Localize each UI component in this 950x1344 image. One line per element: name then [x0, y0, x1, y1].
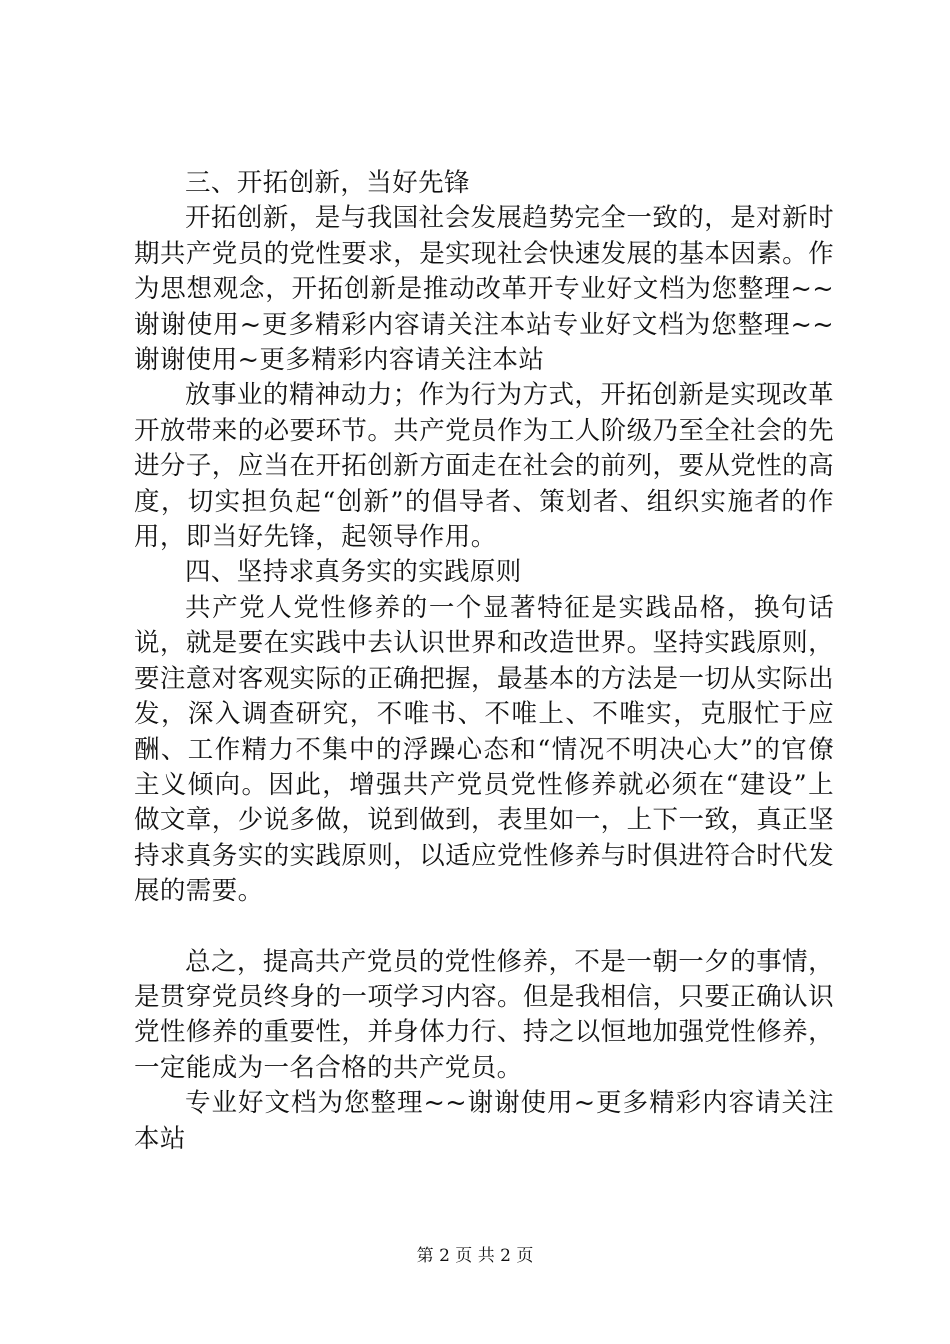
section-heading-4: 四、坚持求真务实的实践原则	[185, 557, 522, 588]
watermark-line: 专业好文档为您整理~~谢谢使用~更多精彩内容请关注本站	[134, 1088, 834, 1154]
section-3-paragraph-1: 开拓创新，是与我国社会发展趋势完全一致的，是对新时期共产党员的党性要求，是实现社会快速发展的基本因素。作为思想观念，开拓创新是推动改革开专业好文档为您整理~~谢谢使用~更多精彩内容请关注本站专业好文档为您整理~~谢谢使用~更多精彩内容请关注本站	[134, 203, 834, 376]
section-4-paragraph-1: 共产党人党性修养的一个显著特征是实践品格，换句话说，就是要在实践中去认识世界和改造世界。坚持实践原则，要注意对客观实际的正确把握，最基本的方法是一切从实际出发，深入调查研究，不唯书、不唯上、不唯实，克服忙于应酬、工作精力不集中的浮躁心态和“情况不明决心大”的官僚主义倾向。因此，增强共产党员党性修养就必须在“建设”上做文章，少说多做，说到做到，表里如一，上下一致，真正坚持求真务实的实践原则，以适应党性修养与时俱进符合时代发展的需要。	[134, 592, 834, 907]
document-body	[134, 166, 834, 1157]
paragraph-gap	[134, 910, 834, 945]
section-3-paragraph-2: 放事业的精神动力；作为行为方式，开拓创新是实现改革开放带来的必要环节。共产党员作为工人阶级乃至全社会的先进分子，应当在开拓创新方面走在社会的前列，要从党性的高度，切实担负起“创新”的倡导者、策划者、组织实施者的作用，即当好先锋，起领导作用。	[134, 380, 834, 553]
conclusion-paragraph: 总之，提高共产党员的党性修养，不是一朝一夕的事情，是贯穿党员终身的一项学习内容。但是我相信，只要正确认识党性修养的重要性，并身体力行、持之以恒地加强党性修养，一定能成为一名合格的共产党员。	[134, 946, 834, 1083]
page-footer: 第 2 页 共 2 页	[416, 1246, 534, 1266]
section-heading-3: 三、开拓创新，当好先锋	[185, 168, 470, 198]
